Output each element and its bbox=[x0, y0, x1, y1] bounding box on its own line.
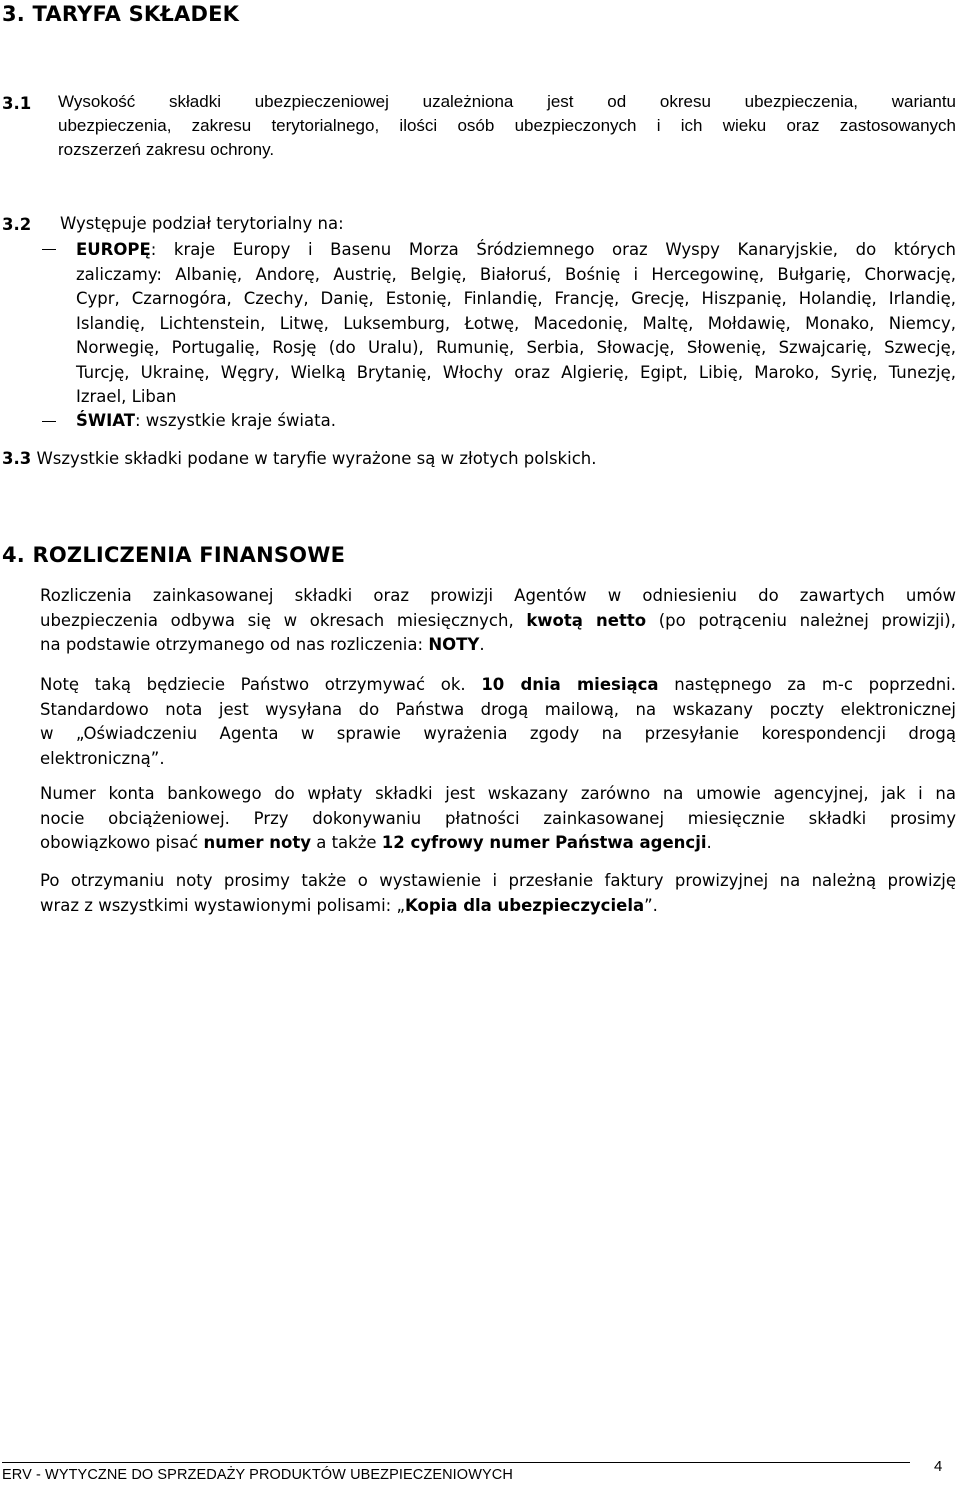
section-3-title: 3. TARYFA SKŁADEK bbox=[2, 2, 240, 26]
list-dash bbox=[42, 421, 56, 422]
section-3-1-number: 3.1 bbox=[2, 94, 32, 113]
text-run: ”. bbox=[644, 895, 658, 915]
europe-line: Norwegię, Portugalię, Rosję (do Uralu), Rumunię, Serbia, Słowację, Słowenię, Szwajcarię, Szwecję, bbox=[76, 338, 956, 357]
text-run: . bbox=[479, 635, 485, 654]
text-run: (po potrąceniu należnej prowizji), bbox=[646, 610, 956, 630]
section-3-2-intro: Występuje podział terytorialny na: bbox=[60, 214, 344, 233]
page-number: 4 bbox=[934, 1458, 943, 1475]
text-run: ubezpieczenia odbywa się w okresach miesięcznych, bbox=[40, 610, 527, 630]
section-3-1-paragraph bbox=[58, 90, 956, 114]
bold-text: Kopia dla ubezpieczyciela bbox=[405, 895, 645, 915]
europe-line: Izrael, Liban bbox=[76, 387, 177, 406]
paragraph-line: Rozliczenia zainkasowanej składki oraz prowizji Agentów w odniesieniu do zawartych umów bbox=[40, 586, 956, 605]
paragraph-line bbox=[40, 633, 956, 658]
paragraph-line: Standardowo nota jest wysyłana do Państwa drogą mailową, na wskazany poczty elektronicznej bbox=[40, 699, 956, 719]
section-4-paragraph-1 bbox=[40, 584, 956, 658]
section-3-3-text: Wszystkie składki podane w taryfie wyrażone są w złotych polskich. bbox=[36, 449, 597, 468]
world-text: : wszystkie kraje świata. bbox=[134, 411, 336, 430]
paragraph-line bbox=[40, 894, 956, 919]
list-dash bbox=[42, 249, 56, 250]
europe-term: EUROPĘ bbox=[76, 240, 151, 259]
paragraph-line bbox=[40, 609, 956, 634]
section-4-paragraph-4 bbox=[40, 869, 956, 918]
footer-rule bbox=[2, 1462, 910, 1463]
text-run: a także bbox=[310, 833, 382, 852]
paragraph-line: ubezpieczenia, zakresu terytorialnego, ilości osób ubezpieczonych i ich wieku oraz zastosowanych bbox=[58, 116, 956, 135]
paragraph-line: nocie obciążeniowej. Przy dokonywaniu płatności zainkasowanej miesięcznie składki prosimy bbox=[40, 808, 956, 828]
world-term: ŚWIAT bbox=[76, 411, 135, 430]
section-3-3 bbox=[2, 447, 596, 472]
world-definition bbox=[76, 409, 336, 434]
bold-text: 12 cyfrowy numer Państwa agencji bbox=[381, 833, 707, 852]
paragraph-line: Po otrzymaniu noty prosimy także o wystawienie i przesłanie faktury prowizyjnej na należną prowizję bbox=[40, 871, 956, 890]
text-run: . bbox=[706, 833, 712, 852]
europe-line bbox=[76, 238, 956, 263]
section-4-title: 4. ROZLICZENIA FINANSOWE bbox=[2, 543, 346, 567]
text-run: na podstawie otrzymanego od nas rozliczenia: bbox=[40, 635, 429, 654]
text-run: Notę taką będziecie Państwo otrzymywać ok. bbox=[40, 675, 482, 694]
europe-line: Cypr, Czarnogóra, Czechy, Danię, Estonię, Finlandię, Francję, Grecję, Hiszpanię, Holandię, Irlandię, bbox=[76, 289, 956, 308]
footer-text: ERV - WYTYCZNE DO SPRZEDAŻY PRODUKTÓW UBEZPIECZENIOWYCH bbox=[2, 1467, 513, 1483]
section-3-1-paragraph-cont bbox=[58, 114, 956, 138]
europe-text: : kraje Europy i Basenu Morza Śródziemnego oraz Wyspy Kanaryjskie, do których bbox=[150, 240, 956, 259]
europe-line: Turcję, Ukrainę, Węgry, Wielką Brytanię, Włochy oraz Algierię, Egipt, Libię, Maroko, Syrię, Tunezję, bbox=[76, 362, 956, 382]
text-run: następnego za m-c poprzedni. bbox=[658, 675, 956, 694]
paragraph-line bbox=[40, 831, 956, 856]
paragraph-line: Numer konta bankowego do wpłaty składki jest wskazany zarówno na umowie agencyjnej, jak i na bbox=[40, 784, 956, 803]
section-3-2-number: 3.2 bbox=[2, 215, 32, 234]
paragraph-line: Wysokość składki ubezpieczeniowej uzależniona jest od okresu ubezpieczenia, wariantu bbox=[58, 92, 956, 111]
text-run: obowiązkowo pisać bbox=[40, 833, 204, 852]
section-3-3-number: 3.3 bbox=[2, 449, 32, 468]
europe-line: Islandię, Lichtenstein, Litwę, Luksemburg, Łotwę, Macedonię, Maltę, Mołdawię, Monako, Niemcy, bbox=[76, 313, 956, 333]
section-4-paragraph-3 bbox=[40, 782, 956, 856]
text-run: wraz z wszystkimi wystawionymi polisami: „ bbox=[40, 895, 406, 915]
paragraph-line bbox=[40, 673, 956, 698]
europe-line: zaliczamy: Albanię, Andorę, Austrię, Belgię, Białoruś, Bośnię i Hercegowinę, Bułgarię, Chorwację, bbox=[76, 264, 956, 284]
bold-text: numer noty bbox=[203, 833, 311, 852]
bold-text: kwotą netto bbox=[526, 610, 647, 630]
bold-text: 10 dnia miesiąca bbox=[481, 675, 659, 694]
section-4-paragraph-2 bbox=[40, 673, 956, 771]
paragraph-line: rozszerzeń zakresu ochrony. bbox=[58, 140, 275, 159]
paragraph-line: elektroniczną”. bbox=[40, 748, 165, 768]
europe-definition bbox=[76, 238, 956, 410]
bold-text: NOTY bbox=[428, 635, 480, 654]
paragraph-line: w „Oświadczeniu Agenta w sprawie wyrażenia zgody na przesyłanie korespondencji drogą bbox=[40, 724, 956, 743]
